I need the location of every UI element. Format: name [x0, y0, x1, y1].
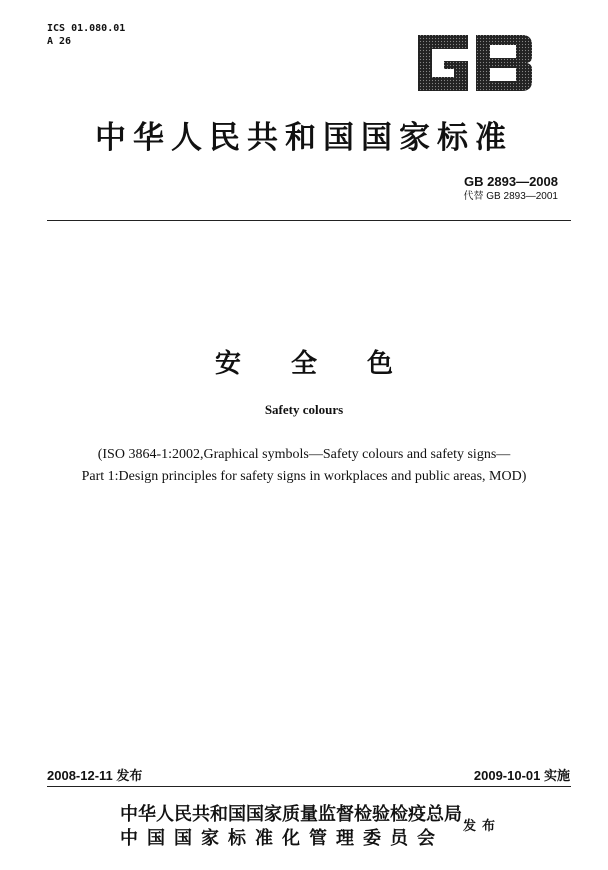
issuer-line-1: 中华人民共和国国家质量监督检验检疫总局 — [120, 804, 462, 825]
standard-number: GB 2893—2008 — [464, 174, 558, 189]
document-title-en: Safety colours — [264, 402, 344, 417]
top-divider — [47, 220, 571, 221]
ccs-code: A 26 — [47, 36, 72, 47]
replaces-standard: 代替 GB 2893—2001 — [463, 191, 558, 202]
bottom-divider — [47, 786, 571, 787]
standard-number-block — [464, 174, 559, 203]
issuer-line-2: 中国国家标准化管理委员会 — [120, 828, 444, 849]
publish-label: 发布 — [463, 819, 502, 834]
issue-date: 2008-12-11 发布 — [47, 768, 143, 783]
ics-code: ICS 01.080.01 — [47, 23, 126, 34]
ics-code-block — [47, 22, 125, 48]
effective-date: 2009-10-01 实施 — [473, 768, 570, 783]
document-title-cn: 安全色 — [214, 349, 443, 379]
gb-logo — [410, 31, 538, 95]
iso-reference-line-1: (ISO 3864-1:2002,Graphical symbols—Safety colours and safety signs— — [97, 447, 511, 462]
iso-reference-line-2: Part 1:Design principles for safety signs in workplaces and public areas, MOD) — [81, 469, 527, 484]
iso-reference — [20, 444, 588, 488]
issuer-block — [120, 803, 462, 851]
national-standard-title: 中华人民共和国国家标准 — [95, 120, 513, 156]
